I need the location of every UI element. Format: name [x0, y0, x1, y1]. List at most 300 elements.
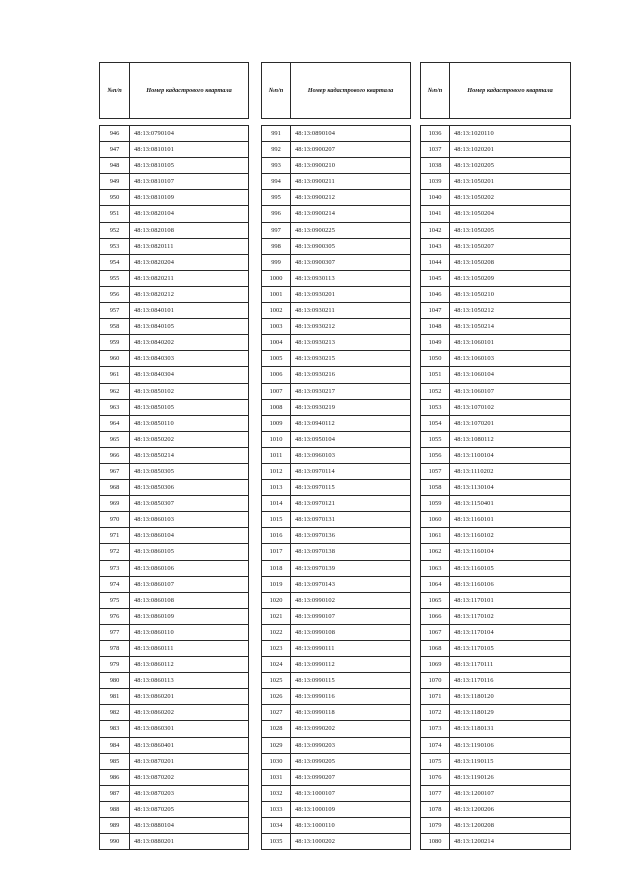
table-row [100, 222, 249, 238]
table-row [421, 399, 571, 415]
row-number: 987 [100, 785, 130, 801]
table-row [421, 270, 571, 286]
cadastral-table-3 [420, 62, 571, 850]
cadastral-quarter-number: 48:13:1000109 [291, 801, 411, 817]
cadastral-quarter-number: 48:13:0860401 [130, 737, 249, 753]
cadastral-quarter-number: 48:13:1060104 [450, 367, 571, 383]
table-row [100, 689, 249, 705]
row-number: 980 [100, 673, 130, 689]
header-num: №п/п [262, 63, 291, 119]
row-number: 1058 [421, 480, 450, 496]
cadastral-quarter-number: 48:13:0860109 [130, 608, 249, 624]
cadastral-quarter-number: 48:13:0820111 [130, 238, 249, 254]
cadastral-quarter-number: 48:13:1050205 [450, 222, 571, 238]
table-row [100, 657, 249, 673]
table-row [421, 480, 571, 496]
cadastral-quarter-number: 48:13:1050204 [450, 206, 571, 222]
table-row [262, 705, 411, 721]
table-row [421, 608, 571, 624]
table-row [100, 286, 249, 302]
table-row [262, 657, 411, 673]
cadastral-quarter-number: 48:13:0850102 [130, 383, 249, 399]
row-number: 1025 [262, 673, 291, 689]
table-row [100, 399, 249, 415]
row-number: 1039 [421, 174, 450, 190]
cadastral-quarter-number: 48:13:0820108 [130, 222, 249, 238]
cadastral-quarter-number: 48:13:1060101 [450, 335, 571, 351]
row-number: 1014 [262, 496, 291, 512]
row-number: 1003 [262, 319, 291, 335]
table-row [421, 592, 571, 608]
row-number: 983 [100, 721, 130, 737]
table-row [421, 834, 571, 850]
row-number: 994 [262, 174, 291, 190]
cadastral-quarter-number: 48:13:0900210 [291, 158, 411, 174]
table-body [421, 126, 571, 850]
row-number: 1073 [421, 721, 450, 737]
table-row [421, 174, 571, 190]
row-number: 998 [262, 238, 291, 254]
cadastral-quarter-number: 48:13:0930219 [291, 399, 411, 415]
cadastral-quarter-number: 48:13:0970114 [291, 463, 411, 479]
table-row [262, 785, 411, 801]
table-row [421, 657, 571, 673]
table-row [100, 254, 249, 270]
table-row [100, 785, 249, 801]
cadastral-quarter-number: 48:13:1160104 [450, 544, 571, 560]
cadastral-quarter-number: 48:13:1020201 [450, 142, 571, 158]
cadastral-quarter-number: 48:13:0960103 [291, 447, 411, 463]
row-number: 1022 [262, 624, 291, 640]
row-number: 1052 [421, 383, 450, 399]
row-number: 975 [100, 592, 130, 608]
row-number: 970 [100, 512, 130, 528]
table-row [262, 174, 411, 190]
cadastral-quarter-number: 48:13:0790104 [130, 126, 249, 142]
table-row [262, 721, 411, 737]
cadastral-quarter-number: 48:13:1050208 [450, 254, 571, 270]
cadastral-quarter-number: 48:13:0900214 [291, 206, 411, 222]
table-row [421, 303, 571, 319]
row-number: 1077 [421, 785, 450, 801]
row-number: 1005 [262, 351, 291, 367]
row-number: 1051 [421, 367, 450, 383]
cadastral-quarter-number: 48:13:0990202 [291, 721, 411, 737]
cadastral-quarter-number: 48:13:0860105 [130, 544, 249, 560]
row-number: 971 [100, 528, 130, 544]
table-row [262, 351, 411, 367]
cadastral-quarter-number: 48:13:0880201 [130, 834, 249, 850]
cadastral-quarter-number: 48:13:0930215 [291, 351, 411, 367]
cadastral-quarter-number: 48:13:0840303 [130, 351, 249, 367]
row-number: 1062 [421, 544, 450, 560]
cadastral-quarter-number: 48:13:0860103 [130, 512, 249, 528]
cadastral-quarter-number: 48:13:1150401 [450, 496, 571, 512]
cadastral-quarter-number: 48:13:0970138 [291, 544, 411, 560]
row-number: 1070 [421, 673, 450, 689]
table-row [421, 383, 571, 399]
table-row [100, 351, 249, 367]
table-row [100, 319, 249, 335]
cadastral-quarter-number: 48:13:0930211 [291, 303, 411, 319]
row-number: 1015 [262, 512, 291, 528]
table-row [100, 126, 249, 142]
row-number: 1045 [421, 270, 450, 286]
row-number: 1031 [262, 769, 291, 785]
cadastral-quarter-number: 48:13:0970136 [291, 528, 411, 544]
cadastral-quarter-number: 48:13:1160105 [450, 560, 571, 576]
table-row [262, 447, 411, 463]
row-number: 1057 [421, 463, 450, 479]
table-row [262, 415, 411, 431]
table-row [262, 190, 411, 206]
row-number: 968 [100, 480, 130, 496]
row-number: 990 [100, 834, 130, 850]
table-row [421, 415, 571, 431]
header-num: №п/п [421, 63, 450, 119]
row-number: 1079 [421, 818, 450, 834]
row-number: 982 [100, 705, 130, 721]
cadastral-quarter-number: 48:13:1000202 [291, 834, 411, 850]
table-row [262, 431, 411, 447]
table-row [262, 801, 411, 817]
row-number: 993 [262, 158, 291, 174]
cadastral-quarter-number: 48:13:0970139 [291, 560, 411, 576]
cadastral-quarter-number: 48:13:1190115 [450, 753, 571, 769]
table-row [421, 254, 571, 270]
table-row [262, 673, 411, 689]
cadastral-quarter-number: 48:13:1170111 [450, 657, 571, 673]
cadastral-quarter-number: 48:13:1190126 [450, 769, 571, 785]
table-row [100, 447, 249, 463]
cadastral-quarter-number: 48:13:0900211 [291, 174, 411, 190]
header-code: Номер кадастрового квартала [291, 63, 411, 119]
row-number: 969 [100, 496, 130, 512]
table-row [262, 238, 411, 254]
row-number: 1001 [262, 286, 291, 302]
cadastral-quarter-number: 48:13:0880104 [130, 818, 249, 834]
table-row [100, 818, 249, 834]
row-number: 1074 [421, 737, 450, 753]
cadastral-quarter-number: 48:13:0970143 [291, 576, 411, 592]
row-number: 954 [100, 254, 130, 270]
table-row [100, 560, 249, 576]
row-number: 1063 [421, 560, 450, 576]
table-row [262, 528, 411, 544]
table-row [262, 254, 411, 270]
row-number: 1044 [421, 254, 450, 270]
row-number: 1028 [262, 721, 291, 737]
row-number: 986 [100, 769, 130, 785]
table-row [262, 512, 411, 528]
table-row [421, 641, 571, 657]
cadastral-quarter-number: 48:13:0990207 [291, 769, 411, 785]
table-row [262, 319, 411, 335]
table-row [262, 286, 411, 302]
table-row [262, 158, 411, 174]
row-number: 1076 [421, 769, 450, 785]
row-number: 965 [100, 431, 130, 447]
table-row [100, 158, 249, 174]
cadastral-quarter-number: 48:13:1180131 [450, 721, 571, 737]
row-number: 1036 [421, 126, 450, 142]
table-row [100, 834, 249, 850]
cadastral-quarter-number: 48:13:0810107 [130, 174, 249, 190]
row-number: 960 [100, 351, 130, 367]
row-number: 1072 [421, 705, 450, 721]
cadastral-quarter-number: 48:13:0900307 [291, 254, 411, 270]
cadastral-quarter-number: 48:13:0990112 [291, 657, 411, 673]
table-row [262, 608, 411, 624]
cadastral-quarter-number: 48:13:1050209 [450, 270, 571, 286]
table-row [262, 463, 411, 479]
cadastral-quarter-number: 48:13:0860113 [130, 673, 249, 689]
cadastral-quarter-number: 48:13:0810105 [130, 158, 249, 174]
row-number: 1004 [262, 335, 291, 351]
cadastral-quarter-number: 48:13:0860111 [130, 641, 249, 657]
cadastral-quarter-number: 48:13:0850306 [130, 480, 249, 496]
row-number: 1038 [421, 158, 450, 174]
table-body [100, 126, 249, 850]
cadastral-quarter-number: 48:13:0860112 [130, 657, 249, 673]
row-number: 963 [100, 399, 130, 415]
row-number: 985 [100, 753, 130, 769]
row-number: 977 [100, 624, 130, 640]
table-row [100, 528, 249, 544]
cadastral-quarter-number: 48:13:1200214 [450, 834, 571, 850]
row-number: 1013 [262, 480, 291, 496]
cadastral-quarter-number: 48:13:0840105 [130, 319, 249, 335]
row-number: 1060 [421, 512, 450, 528]
row-number: 959 [100, 335, 130, 351]
cadastral-quarter-number: 48:13:0970131 [291, 512, 411, 528]
cadastral-quarter-number: 48:13:0930213 [291, 335, 411, 351]
cadastral-quarter-number: 48:13:0850105 [130, 399, 249, 415]
row-number: 981 [100, 689, 130, 705]
row-number: 1016 [262, 528, 291, 544]
row-number: 962 [100, 383, 130, 399]
row-number: 997 [262, 222, 291, 238]
table-row [262, 206, 411, 222]
table-row [100, 463, 249, 479]
table-body [262, 126, 411, 850]
row-number: 1029 [262, 737, 291, 753]
table-row [421, 447, 571, 463]
row-number: 1061 [421, 528, 450, 544]
row-number: 1035 [262, 834, 291, 850]
row-number: 984 [100, 737, 130, 753]
cadastral-quarter-number: 48:13:0840304 [130, 367, 249, 383]
table-row [262, 335, 411, 351]
table-row [100, 608, 249, 624]
row-number: 1008 [262, 399, 291, 415]
row-number: 1000 [262, 270, 291, 286]
cadastral-quarter-number: 48:13:0810101 [130, 142, 249, 158]
table-row [100, 673, 249, 689]
cadastral-quarter-number: 48:13:1050210 [450, 286, 571, 302]
row-number: 1050 [421, 351, 450, 367]
cadastral-quarter-number: 48:13:1050207 [450, 238, 571, 254]
table-row [421, 238, 571, 254]
cadastral-quarter-number: 48:13:0900207 [291, 142, 411, 158]
cadastral-quarter-number: 48:13:1160106 [450, 576, 571, 592]
row-number: 1024 [262, 657, 291, 673]
row-number: 1011 [262, 447, 291, 463]
cadastral-quarter-number: 48:13:0870205 [130, 801, 249, 817]
cadastral-quarter-number: 48:13:0860301 [130, 721, 249, 737]
cadastral-quarter-number: 48:13:0860108 [130, 592, 249, 608]
table-row [421, 673, 571, 689]
table-row [100, 512, 249, 528]
table-row [100, 431, 249, 447]
cadastral-quarter-number: 48:13:0870202 [130, 769, 249, 785]
row-number: 1071 [421, 689, 450, 705]
table-row [262, 126, 411, 142]
table-row [100, 769, 249, 785]
cadastral-quarter-number: 48:13:0900225 [291, 222, 411, 238]
row-number: 1080 [421, 834, 450, 850]
row-number: 1067 [421, 624, 450, 640]
table-row [421, 785, 571, 801]
table-row [421, 158, 571, 174]
row-number: 1054 [421, 415, 450, 431]
row-number: 1030 [262, 753, 291, 769]
cadastral-table-1 [99, 62, 249, 850]
row-number: 1053 [421, 399, 450, 415]
row-number: 995 [262, 190, 291, 206]
table-row [262, 480, 411, 496]
cadastral-quarter-number: 48:13:1020205 [450, 158, 571, 174]
row-number: 1020 [262, 592, 291, 608]
table-row [100, 641, 249, 657]
header-code: Номер кадастрового квартала [130, 63, 249, 119]
table-row [262, 222, 411, 238]
cadastral-quarter-number: 48:13:0850305 [130, 463, 249, 479]
row-number: 1049 [421, 335, 450, 351]
row-number: 1019 [262, 576, 291, 592]
cadastral-quarter-number: 48:13:0850202 [130, 431, 249, 447]
row-number: 1002 [262, 303, 291, 319]
table-row [262, 303, 411, 319]
cadastral-quarter-number: 48:13:1170104 [450, 624, 571, 640]
table-row [262, 641, 411, 657]
table-row [421, 753, 571, 769]
cadastral-quarter-number: 48:13:0930113 [291, 270, 411, 286]
cadastral-quarter-number: 48:13:0860104 [130, 528, 249, 544]
cadastral-quarter-number: 48:13:0820204 [130, 254, 249, 270]
row-number: 1047 [421, 303, 450, 319]
row-number: 988 [100, 801, 130, 817]
cadastral-quarter-number: 48:13:0860106 [130, 560, 249, 576]
table-row [262, 399, 411, 415]
row-number: 978 [100, 641, 130, 657]
row-number: 992 [262, 142, 291, 158]
cadastral-quarter-number: 48:13:1170116 [450, 673, 571, 689]
table-row [421, 512, 571, 528]
table-row [421, 286, 571, 302]
table-row [100, 303, 249, 319]
row-number: 947 [100, 142, 130, 158]
table-row [421, 801, 571, 817]
row-number: 956 [100, 286, 130, 302]
cadastral-quarter-number: 48:13:0940112 [291, 415, 411, 431]
cadastral-quarter-number: 48:13:1000110 [291, 818, 411, 834]
row-number: 989 [100, 818, 130, 834]
cadastral-quarter-number: 48:13:0930201 [291, 286, 411, 302]
cadastral-quarter-number: 48:13:0990108 [291, 624, 411, 640]
cadastral-quarter-number: 48:13:0840101 [130, 303, 249, 319]
table-row [100, 206, 249, 222]
row-number: 974 [100, 576, 130, 592]
cadastral-quarter-number: 48:13:0990111 [291, 641, 411, 657]
table-row [100, 270, 249, 286]
row-number: 996 [262, 206, 291, 222]
table-row [100, 721, 249, 737]
table-row [421, 431, 571, 447]
row-number: 1006 [262, 367, 291, 383]
table-row [262, 367, 411, 383]
row-number: 1056 [421, 447, 450, 463]
cadastral-quarter-number: 48:13:0990107 [291, 608, 411, 624]
cadastral-quarter-number: 48:13:1020110 [450, 126, 571, 142]
cadastral-quarter-number: 48:13:0900305 [291, 238, 411, 254]
row-number: 1059 [421, 496, 450, 512]
row-number: 950 [100, 190, 130, 206]
table-row [262, 753, 411, 769]
cadastral-quarter-number: 48:13:0820212 [130, 286, 249, 302]
cadastral-quarter-number: 48:13:1080112 [450, 431, 571, 447]
cadastral-quarter-number: 48:13:0930216 [291, 367, 411, 383]
cadastral-quarter-number: 48:13:0890104 [291, 126, 411, 142]
row-number: 1055 [421, 431, 450, 447]
table-row [421, 705, 571, 721]
table-row [421, 818, 571, 834]
table-row [421, 190, 571, 206]
row-number: 1075 [421, 753, 450, 769]
row-number: 979 [100, 657, 130, 673]
row-number: 1023 [262, 641, 291, 657]
row-number: 1018 [262, 560, 291, 576]
cadastral-quarter-number: 48:13:0870201 [130, 753, 249, 769]
row-number: 991 [262, 126, 291, 142]
cadastral-quarter-number: 48:13:1200107 [450, 785, 571, 801]
table-row [100, 544, 249, 560]
cadastral-quarter-number: 48:13:1070102 [450, 399, 571, 415]
table-row [421, 206, 571, 222]
table-row [100, 705, 249, 721]
table-row [421, 222, 571, 238]
row-number: 1043 [421, 238, 450, 254]
cadastral-quarter-number: 48:13:1170101 [450, 592, 571, 608]
table-row [100, 592, 249, 608]
cadastral-quarter-number: 48:13:0840202 [130, 335, 249, 351]
cadastral-quarter-number: 48:13:0930217 [291, 383, 411, 399]
table-row [421, 769, 571, 785]
table-row [262, 769, 411, 785]
row-number: 1065 [421, 592, 450, 608]
table-row [262, 818, 411, 834]
cadastral-quarter-number: 48:13:1070201 [450, 415, 571, 431]
row-number: 1007 [262, 383, 291, 399]
row-number: 952 [100, 222, 130, 238]
table-row [421, 463, 571, 479]
table-row [421, 721, 571, 737]
row-number: 948 [100, 158, 130, 174]
cadastral-quarter-number: 48:13:0860110 [130, 624, 249, 640]
cadastral-quarter-number: 48:13:1160101 [450, 512, 571, 528]
table-row [421, 544, 571, 560]
table-row [262, 560, 411, 576]
